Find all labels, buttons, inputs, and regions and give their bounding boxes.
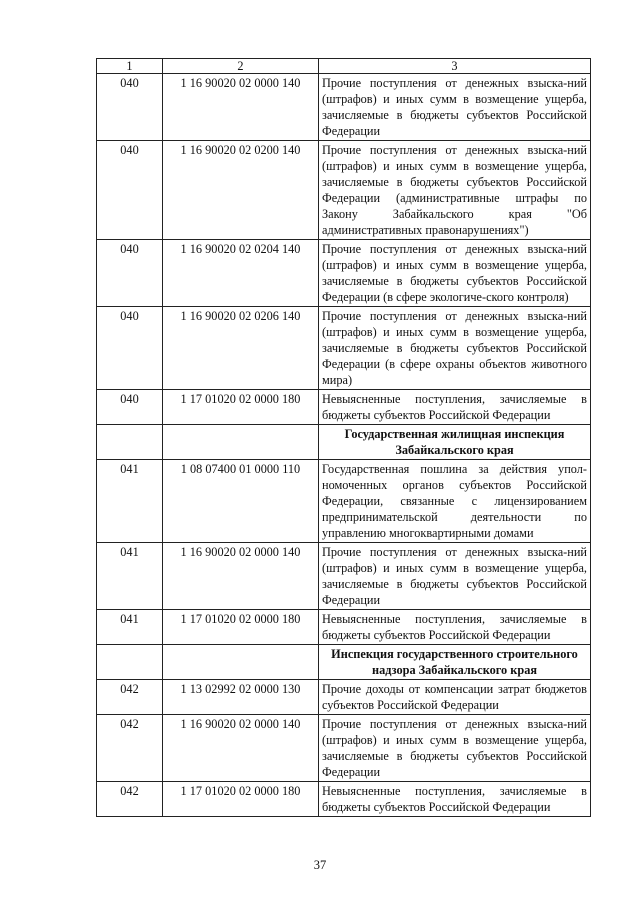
table-row <box>97 680 591 715</box>
revenue-name-cell: Прочие поступления от денежных взыска-ний (штрафов) и иных сумм в возмещение ущерба, зачисляемые в бюджеты субъектов Российской Федерации <box>319 715 591 782</box>
document-page <box>96 58 590 817</box>
revenue-code-cell: 1 16 90020 02 0000 140 <box>163 715 319 782</box>
revenue-name-cell: Прочие поступления от денежных взыска-ний (штрафов) и иных сумм в возмещение ущерба, зачисляемые в бюджеты субъектов Российской Федерации <box>319 543 591 610</box>
revenue-code-cell: 1 13 02992 02 0000 130 <box>163 680 319 715</box>
table-row <box>97 390 591 425</box>
table-row <box>97 460 591 543</box>
table-row <box>97 715 591 782</box>
empty-cell <box>97 425 163 460</box>
revenue-code-cell: 1 16 90020 02 0000 140 <box>163 543 319 610</box>
header-col-3: 3 <box>319 59 591 74</box>
admin-code-cell: 041 <box>97 610 163 645</box>
revenue-code-cell: 1 16 90020 02 0000 140 <box>163 74 319 141</box>
header-col-1: 1 <box>97 59 163 74</box>
table-row <box>97 543 591 610</box>
section-header-row <box>97 425 591 460</box>
table-row <box>97 307 591 390</box>
admin-code-cell: 042 <box>97 680 163 715</box>
table-body <box>97 74 591 817</box>
header-col-2: 2 <box>163 59 319 74</box>
revenue-code-cell: 1 17 01020 02 0000 180 <box>163 610 319 645</box>
revenue-name-cell: Невыясненные поступления, зачисляемые в бюджеты субъектов Российской Федерации <box>319 390 591 425</box>
revenue-name-cell: Прочие поступления от денежных взыска-ний (штрафов) и иных сумм в возмещение ущерба, зачисляемые в бюджеты субъектов Российской Федерации <box>319 74 591 141</box>
revenue-code-cell: 1 16 90020 02 0206 140 <box>163 307 319 390</box>
revenue-name-cell: Прочие поступления от денежных взыска-ний (штрафов) и иных сумм в возмещение ущерба, зачисляемые в бюджеты субъектов Российской Федерации (в сфере экологиче-ского контроля) <box>319 240 591 307</box>
admin-code-cell: 042 <box>97 715 163 782</box>
empty-cell <box>163 645 319 680</box>
page-number: 37 <box>313 858 327 872</box>
revenue-name-cell: Прочие поступления от денежных взыска-ний (штрафов) и иных сумм в возмещение ущерба, зачисляемые в бюджеты субъектов Российской Федерации (в сфере охраны объектов животного мира) <box>319 307 591 390</box>
admin-code-cell: 041 <box>97 543 163 610</box>
admin-code-cell: 040 <box>97 74 163 141</box>
revenue-name-cell: Государственная пошлина за действия упол-номоченных органов субъектов Российской Федерации, связанные с лицензированием предпринимательской деятельности по управлению многоквартирными домами <box>319 460 591 543</box>
admin-code-cell: 040 <box>97 307 163 390</box>
table-row <box>97 782 591 817</box>
revenue-code-cell: 1 16 90020 02 0200 140 <box>163 141 319 240</box>
revenue-code-cell: 1 17 01020 02 0000 180 <box>163 390 319 425</box>
revenue-codes-table <box>96 58 591 817</box>
revenue-name-cell: Прочие доходы от компенсации затрат бюджетов субъектов Российской Федерации <box>319 680 591 715</box>
revenue-name-cell: Невыясненные поступления, зачисляемые в бюджеты субъектов Российской Федерации <box>319 610 591 645</box>
section-header-row <box>97 645 591 680</box>
revenue-code-cell: 1 08 07400 01 0000 110 <box>163 460 319 543</box>
table-row <box>97 141 591 240</box>
section-title: Государственная жилищная инспекция Забайкальского края <box>319 425 591 460</box>
admin-code-cell: 040 <box>97 390 163 425</box>
revenue-code-cell: 1 17 01020 02 0000 180 <box>163 782 319 817</box>
table-header-row <box>97 59 591 74</box>
revenue-name-cell: Прочие поступления от денежных взыска-ний (штрафов) и иных сумм в возмещение ущерба, зачисляемые в бюджеты субъектов Российской Федерации (административные штрафы по Закону Забайкальского края "Об административных правонарушениях") <box>319 141 591 240</box>
empty-cell <box>97 645 163 680</box>
revenue-code-cell: 1 16 90020 02 0204 140 <box>163 240 319 307</box>
table-row <box>97 240 591 307</box>
empty-cell <box>163 425 319 460</box>
revenue-name-cell: Невыясненные поступления, зачисляемые в бюджеты субъектов Российской Федерации <box>319 782 591 817</box>
admin-code-cell: 040 <box>97 141 163 240</box>
admin-code-cell: 040 <box>97 240 163 307</box>
admin-code-cell: 042 <box>97 782 163 817</box>
table-row <box>97 610 591 645</box>
admin-code-cell: 041 <box>97 460 163 543</box>
section-title: Инспекция государственного строительного надзора Забайкальского края <box>319 645 591 680</box>
table-row <box>97 74 591 141</box>
